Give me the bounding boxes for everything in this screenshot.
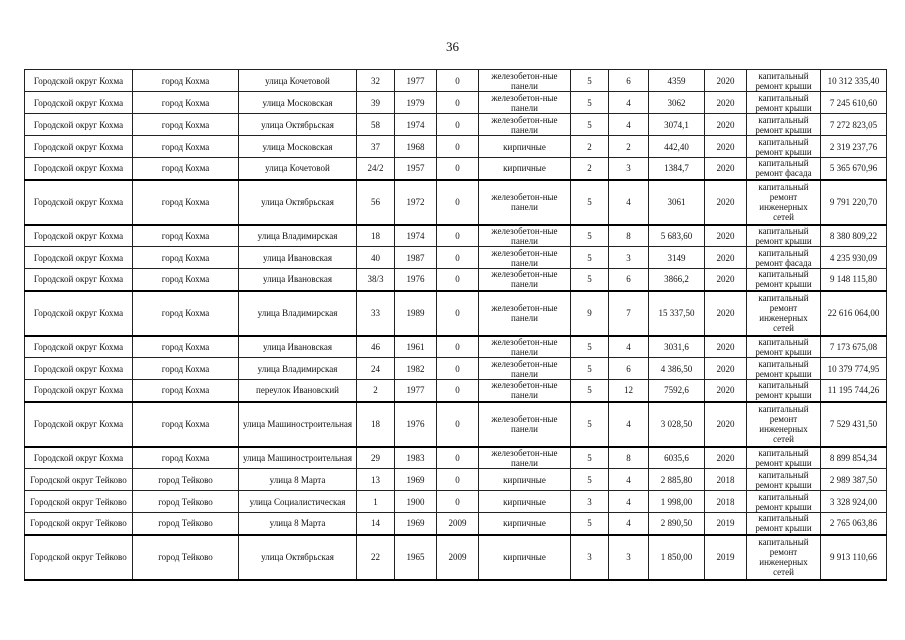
table-row: [25, 114, 887, 136]
street-cell: улица Владимирская: [239, 225, 357, 247]
district-cell: Городской округ Кохма: [25, 291, 133, 336]
area-cell: 7592,6: [649, 380, 705, 402]
house-number-cell: 24: [357, 358, 395, 380]
wall-material-cell: железобетон-ные панели: [479, 70, 571, 92]
build-year-cell: 1972: [395, 180, 437, 225]
district-cell: Городской округ Тейково: [25, 513, 133, 535]
street-cell: улица Машиностроительная: [239, 402, 357, 447]
page-number: 36: [446, 39, 459, 54]
wall-material-cell: железобетон-ные панели: [479, 380, 571, 402]
floors-cell: 5: [571, 513, 609, 535]
entrances-cell: 12: [609, 380, 649, 402]
cost-cell: 10 379 774,95: [821, 358, 887, 380]
build-year-cell: 1979: [395, 92, 437, 114]
table-row: [25, 92, 887, 114]
house-number-cell: 32: [357, 70, 395, 92]
floors-cell: 3: [571, 535, 609, 580]
floors-cell: 5: [571, 469, 609, 491]
reconstruction-year-cell: 0: [437, 92, 479, 114]
city-cell: город Кохма: [133, 447, 239, 469]
district-cell: Городской округ Кохма: [25, 358, 133, 380]
entrances-cell: 6: [609, 269, 649, 291]
entrances-cell: 4: [609, 114, 649, 136]
city-cell: город Кохма: [133, 380, 239, 402]
work-type-cell: капитальный ремонт крыши: [747, 136, 821, 158]
street-cell: переулок Ивановский: [239, 380, 357, 402]
wall-material-cell: железобетон-ные панели: [479, 402, 571, 447]
cost-cell: 7 272 823,05: [821, 114, 887, 136]
wall-material-cell: железобетон-ные панели: [479, 92, 571, 114]
cost-cell: 9 791 220,70: [821, 180, 887, 225]
entrances-cell: 8: [609, 447, 649, 469]
plan-year-cell: 2020: [705, 402, 747, 447]
table-row: [25, 225, 887, 247]
entrances-cell: 4: [609, 402, 649, 447]
floors-cell: 3: [571, 491, 609, 513]
table-row: [25, 402, 887, 447]
city-cell: город Тейково: [133, 491, 239, 513]
work-type-cell: капитальный ремонт крыши: [747, 469, 821, 491]
table-row: [25, 158, 887, 180]
house-number-cell: 1: [357, 491, 395, 513]
district-cell: Городской округ Кохма: [25, 180, 133, 225]
city-cell: город Кохма: [133, 92, 239, 114]
district-cell: Городской округ Кохма: [25, 269, 133, 291]
entrances-cell: 4: [609, 336, 649, 358]
area-cell: 3074,1: [649, 114, 705, 136]
reconstruction-year-cell: 0: [437, 469, 479, 491]
work-type-cell: капитальный ремонт крыши: [747, 92, 821, 114]
build-year-cell: 1965: [395, 535, 437, 580]
reconstruction-year-cell: 0: [437, 491, 479, 513]
entrances-cell: 4: [609, 180, 649, 225]
floors-cell: 5: [571, 247, 609, 269]
floors-cell: 5: [571, 269, 609, 291]
cost-cell: 7 529 431,50: [821, 402, 887, 447]
work-type-cell: капитальный ремонт крыши: [747, 70, 821, 92]
table-row: [25, 447, 887, 469]
cost-cell: 4 235 930,09: [821, 247, 887, 269]
wall-material-cell: железобетон-ные панели: [479, 247, 571, 269]
plan-year-cell: 2020: [705, 291, 747, 336]
build-year-cell: 1976: [395, 402, 437, 447]
house-number-cell: 22: [357, 535, 395, 580]
area-cell: 1 850,00: [649, 535, 705, 580]
house-number-cell: 13: [357, 469, 395, 491]
reconstruction-year-cell: 2009: [437, 513, 479, 535]
house-number-cell: 24/2: [357, 158, 395, 180]
build-year-cell: 1961: [395, 336, 437, 358]
district-cell: Городской округ Кохма: [25, 158, 133, 180]
build-year-cell: 1982: [395, 358, 437, 380]
reconstruction-year-cell: 0: [437, 402, 479, 447]
street-cell: улица Октябрьская: [239, 114, 357, 136]
plan-year-cell: 2018: [705, 491, 747, 513]
house-number-cell: 14: [357, 513, 395, 535]
wall-material-cell: железобетон-ные панели: [479, 180, 571, 225]
table-row: [25, 513, 887, 535]
district-cell: Городской округ Кохма: [25, 92, 133, 114]
city-cell: город Кохма: [133, 291, 239, 336]
cost-cell: 2 319 237,76: [821, 136, 887, 158]
city-cell: город Тейково: [133, 513, 239, 535]
street-cell: улица 8 Марта: [239, 469, 357, 491]
area-cell: 4359: [649, 70, 705, 92]
district-cell: Городской округ Кохма: [25, 136, 133, 158]
entrances-cell: 3: [609, 535, 649, 580]
wall-material-cell: кирпичные: [479, 158, 571, 180]
reconstruction-year-cell: 2009: [437, 535, 479, 580]
area-cell: 442,40: [649, 136, 705, 158]
plan-year-cell: 2020: [705, 269, 747, 291]
build-year-cell: 1977: [395, 70, 437, 92]
house-number-cell: 29: [357, 447, 395, 469]
cost-cell: 9 913 110,66: [821, 535, 887, 580]
wall-material-cell: кирпичные: [479, 469, 571, 491]
street-cell: улица Владимирская: [239, 358, 357, 380]
district-cell: Городской округ Кохма: [25, 225, 133, 247]
house-number-cell: 33: [357, 291, 395, 336]
cost-cell: 8 899 854,34: [821, 447, 887, 469]
work-type-cell: капитальный ремонт инженерных сетей: [747, 535, 821, 580]
table-row: [25, 136, 887, 158]
city-cell: город Кохма: [133, 180, 239, 225]
wall-material-cell: железобетон-ные панели: [479, 358, 571, 380]
reconstruction-year-cell: 0: [437, 358, 479, 380]
house-number-cell: 56: [357, 180, 395, 225]
build-year-cell: 1974: [395, 225, 437, 247]
area-cell: 1 998,00: [649, 491, 705, 513]
plan-year-cell: 2020: [705, 247, 747, 269]
city-cell: город Кохма: [133, 136, 239, 158]
work-type-cell: капитальный ремонт инженерных сетей: [747, 291, 821, 336]
street-cell: улица Социалистическая: [239, 491, 357, 513]
street-cell: улица Ивановская: [239, 269, 357, 291]
district-cell: Городской округ Тейково: [25, 535, 133, 580]
street-cell: улица Октябрьская: [239, 535, 357, 580]
district-cell: Городской округ Кохма: [25, 114, 133, 136]
reconstruction-year-cell: 0: [437, 114, 479, 136]
area-cell: 6035,6: [649, 447, 705, 469]
build-year-cell: 1989: [395, 291, 437, 336]
work-type-cell: капитальный ремонт крыши: [747, 336, 821, 358]
table-row: [25, 336, 887, 358]
house-number-cell: 18: [357, 402, 395, 447]
area-cell: 3 028,50: [649, 402, 705, 447]
cost-cell: 22 616 064,00: [821, 291, 887, 336]
table-body: [25, 70, 887, 580]
street-cell: улица Кочетовой: [239, 70, 357, 92]
district-cell: Городской округ Кохма: [25, 336, 133, 358]
district-cell: Городской округ Тейково: [25, 491, 133, 513]
area-cell: 3149: [649, 247, 705, 269]
area-cell: 5 683,60: [649, 225, 705, 247]
work-type-cell: капитальный ремонт крыши: [747, 513, 821, 535]
build-year-cell: 1974: [395, 114, 437, 136]
area-cell: 3031,6: [649, 336, 705, 358]
area-cell: 2 890,50: [649, 513, 705, 535]
wall-material-cell: железобетон-ные панели: [479, 114, 571, 136]
district-cell: Городской округ Кохма: [25, 380, 133, 402]
entrances-cell: 6: [609, 358, 649, 380]
cost-cell: 3 328 924,00: [821, 491, 887, 513]
work-type-cell: капитальный ремонт крыши: [747, 447, 821, 469]
floors-cell: 5: [571, 358, 609, 380]
entrances-cell: 4: [609, 92, 649, 114]
work-type-cell: капитальный ремонт крыши: [747, 225, 821, 247]
reconstruction-year-cell: 0: [437, 247, 479, 269]
city-cell: город Тейково: [133, 535, 239, 580]
street-cell: улица Московская: [239, 92, 357, 114]
street-cell: улица Машиностроительная: [239, 447, 357, 469]
cost-cell: 7 173 675,08: [821, 336, 887, 358]
city-cell: город Кохма: [133, 402, 239, 447]
house-number-cell: 58: [357, 114, 395, 136]
street-cell: улица Кочетовой: [239, 158, 357, 180]
plan-year-cell: 2020: [705, 136, 747, 158]
city-cell: город Кохма: [133, 70, 239, 92]
plan-year-cell: 2019: [705, 535, 747, 580]
work-type-cell: капитальный ремонт инженерных сетей: [747, 402, 821, 447]
area-cell: 15 337,50: [649, 291, 705, 336]
entrances-cell: 4: [609, 491, 649, 513]
plan-year-cell: 2020: [705, 447, 747, 469]
area-cell: 1384,7: [649, 158, 705, 180]
house-number-cell: 2: [357, 380, 395, 402]
floors-cell: 5: [571, 180, 609, 225]
cost-cell: 10 312 335,40: [821, 70, 887, 92]
cost-cell: 7 245 610,60: [821, 92, 887, 114]
entrances-cell: 7: [609, 291, 649, 336]
entrances-cell: 4: [609, 469, 649, 491]
entrances-cell: 3: [609, 158, 649, 180]
table-row: [25, 70, 887, 92]
entrances-cell: 3: [609, 247, 649, 269]
build-year-cell: 1977: [395, 380, 437, 402]
build-year-cell: 1976: [395, 269, 437, 291]
district-cell: Городской округ Кохма: [25, 402, 133, 447]
plan-year-cell: 2020: [705, 70, 747, 92]
entrances-cell: 6: [609, 70, 649, 92]
wall-material-cell: железобетон-ные панели: [479, 336, 571, 358]
floors-cell: 9: [571, 291, 609, 336]
reconstruction-year-cell: 0: [437, 291, 479, 336]
city-cell: город Кохма: [133, 114, 239, 136]
entrances-cell: 8: [609, 225, 649, 247]
build-year-cell: 1957: [395, 158, 437, 180]
entrances-cell: 2: [609, 136, 649, 158]
plan-year-cell: 2019: [705, 513, 747, 535]
reconstruction-year-cell: 0: [437, 136, 479, 158]
floors-cell: 5: [571, 402, 609, 447]
work-type-cell: капитальный ремонт фасада: [747, 158, 821, 180]
house-number-cell: 38/3: [357, 269, 395, 291]
district-cell: Городской округ Кохма: [25, 447, 133, 469]
plan-year-cell: 2020: [705, 92, 747, 114]
plan-year-cell: 2020: [705, 336, 747, 358]
build-year-cell: 1900: [395, 491, 437, 513]
work-type-cell: капитальный ремонт крыши: [747, 269, 821, 291]
table-row: [25, 358, 887, 380]
table-row: [25, 469, 887, 491]
floors-cell: 5: [571, 225, 609, 247]
wall-material-cell: кирпичные: [479, 513, 571, 535]
area-cell: 3062: [649, 92, 705, 114]
floors-cell: 5: [571, 447, 609, 469]
reconstruction-year-cell: 0: [437, 70, 479, 92]
plan-year-cell: 2020: [705, 358, 747, 380]
reconstruction-year-cell: 0: [437, 225, 479, 247]
entrances-cell: 4: [609, 513, 649, 535]
city-cell: город Кохма: [133, 225, 239, 247]
city-cell: город Кохма: [133, 269, 239, 291]
reconstruction-year-cell: 0: [437, 447, 479, 469]
district-cell: Городской округ Тейково: [25, 469, 133, 491]
reconstruction-year-cell: 0: [437, 269, 479, 291]
housing-repair-table: [24, 69, 887, 581]
wall-material-cell: железобетон-ные панели: [479, 225, 571, 247]
floors-cell: 5: [571, 380, 609, 402]
wall-material-cell: железобетон-ные панели: [479, 291, 571, 336]
table-row: [25, 535, 887, 580]
reconstruction-year-cell: 0: [437, 380, 479, 402]
plan-year-cell: 2020: [705, 114, 747, 136]
street-cell: улица Владимирская: [239, 291, 357, 336]
wall-material-cell: кирпичные: [479, 491, 571, 513]
cost-cell: 11 195 744,26: [821, 380, 887, 402]
cost-cell: 2 765 063,86: [821, 513, 887, 535]
city-cell: город Кохма: [133, 336, 239, 358]
table-row: [25, 247, 887, 269]
cost-cell: 5 365 670,96: [821, 158, 887, 180]
street-cell: улица Ивановская: [239, 336, 357, 358]
area-cell: 2 885,80: [649, 469, 705, 491]
house-number-cell: 40: [357, 247, 395, 269]
plan-year-cell: 2018: [705, 469, 747, 491]
city-cell: город Кохма: [133, 158, 239, 180]
build-year-cell: 1969: [395, 469, 437, 491]
house-number-cell: 46: [357, 336, 395, 358]
work-type-cell: капитальный ремонт крыши: [747, 114, 821, 136]
reconstruction-year-cell: 0: [437, 336, 479, 358]
wall-material-cell: кирпичные: [479, 535, 571, 580]
table-row: [25, 380, 887, 402]
house-number-cell: 37: [357, 136, 395, 158]
cost-cell: 8 380 809,22: [821, 225, 887, 247]
area-cell: 3866,2: [649, 269, 705, 291]
area-cell: 3061: [649, 180, 705, 225]
floors-cell: 2: [571, 158, 609, 180]
work-type-cell: капитальный ремонт инженерных сетей: [747, 180, 821, 225]
work-type-cell: капитальный ремонт фасада: [747, 247, 821, 269]
house-number-cell: 39: [357, 92, 395, 114]
work-type-cell: капитальный ремонт крыши: [747, 491, 821, 513]
table-row: [25, 291, 887, 336]
plan-year-cell: 2020: [705, 180, 747, 225]
wall-material-cell: железобетон-ные панели: [479, 447, 571, 469]
table-row: [25, 491, 887, 513]
wall-material-cell: кирпичные: [479, 136, 571, 158]
floors-cell: 5: [571, 114, 609, 136]
city-cell: город Кохма: [133, 358, 239, 380]
street-cell: улица Ивановская: [239, 247, 357, 269]
floors-cell: 2: [571, 136, 609, 158]
area-cell: 4 386,50: [649, 358, 705, 380]
floors-cell: 5: [571, 92, 609, 114]
street-cell: улица Октябрьская: [239, 180, 357, 225]
reconstruction-year-cell: 0: [437, 180, 479, 225]
street-cell: улица Московская: [239, 136, 357, 158]
district-cell: Городской округ Кохма: [25, 247, 133, 269]
city-cell: город Тейково: [133, 469, 239, 491]
reconstruction-year-cell: 0: [437, 158, 479, 180]
build-year-cell: 1987: [395, 247, 437, 269]
work-type-cell: капитальный ремонт крыши: [747, 380, 821, 402]
build-year-cell: 1969: [395, 513, 437, 535]
plan-year-cell: 2020: [705, 380, 747, 402]
cost-cell: 9 148 115,80: [821, 269, 887, 291]
work-type-cell: капитальный ремонт крыши: [747, 358, 821, 380]
city-cell: город Кохма: [133, 247, 239, 269]
floors-cell: 5: [571, 336, 609, 358]
build-year-cell: 1968: [395, 136, 437, 158]
build-year-cell: 1983: [395, 447, 437, 469]
district-cell: Городской округ Кохма: [25, 70, 133, 92]
house-number-cell: 18: [357, 225, 395, 247]
table-row: [25, 269, 887, 291]
wall-material-cell: железобетон-ные панели: [479, 269, 571, 291]
floors-cell: 5: [571, 70, 609, 92]
plan-year-cell: 2020: [705, 158, 747, 180]
cost-cell: 2 989 387,50: [821, 469, 887, 491]
table-row: [25, 180, 887, 225]
street-cell: улица 8 Марта: [239, 513, 357, 535]
plan-year-cell: 2020: [705, 225, 747, 247]
